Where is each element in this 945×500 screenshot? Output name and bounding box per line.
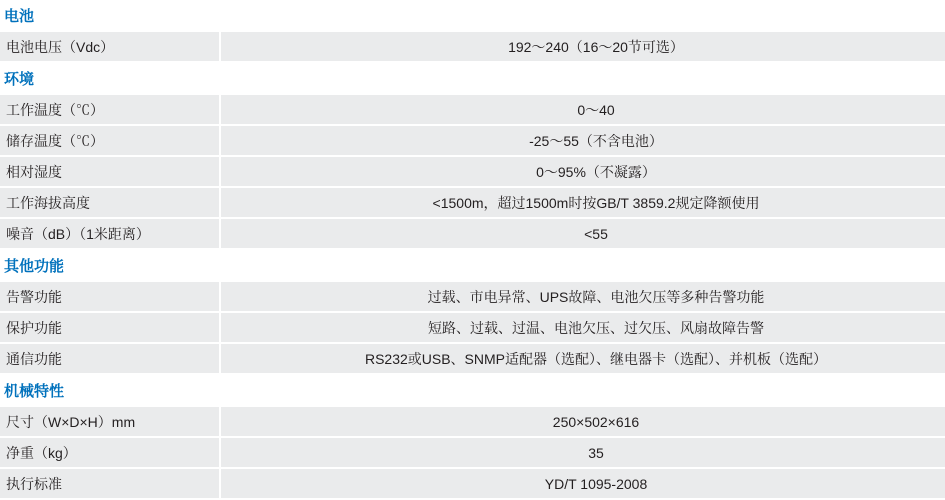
row-label: 通信功能: [0, 343, 220, 374]
row-label: 工作海拔高度: [0, 187, 220, 218]
table-row: [0, 95, 945, 125]
row-value: 250×502×616: [220, 407, 945, 437]
row-value: RS232或USB、SNMP适配器（选配）、继电器卡（选配）、并机板（选配）: [220, 343, 945, 374]
table-row: [0, 343, 945, 374]
row-label: 储存温度（℃）: [0, 125, 220, 156]
spec-section: [0, 63, 945, 250]
row-value: 过载、市电异常、UPS故障、电池欠压等多种告警功能: [220, 282, 945, 312]
row-value: <1500m，超过1500m时按GB/T 3859.2规定降额使用: [220, 187, 945, 218]
row-value: 0～95%（不凝露）: [220, 156, 945, 187]
section-title: 其他功能: [0, 250, 945, 282]
spec-table: [0, 282, 945, 375]
table-row: [0, 437, 945, 468]
section-title: 环境: [0, 63, 945, 95]
table-row: [0, 282, 945, 312]
section-title: 机械特性: [0, 375, 945, 407]
row-value: YD/T 1095-2008: [220, 468, 945, 499]
row-value: <55: [220, 218, 945, 249]
table-row: [0, 32, 945, 62]
row-label: 告警功能: [0, 282, 220, 312]
row-label: 电池电压（Vdc）: [0, 32, 220, 62]
row-label: 相对湿度: [0, 156, 220, 187]
row-value: 0～40: [220, 95, 945, 125]
row-value: -25～55（不含电池）: [220, 125, 945, 156]
row-value: 35: [220, 437, 945, 468]
table-row: [0, 187, 945, 218]
row-label: 净重（kg）: [0, 437, 220, 468]
spec-section: [0, 250, 945, 375]
row-label: 噪音（dB）（1米距离）: [0, 218, 220, 249]
table-row: [0, 125, 945, 156]
section-title: 电池: [0, 0, 945, 32]
table-row: [0, 312, 945, 343]
table-row: [0, 407, 945, 437]
spec-table: [0, 407, 945, 500]
row-label: 保护功能: [0, 312, 220, 343]
spec-section: [0, 375, 945, 500]
table-row: [0, 218, 945, 249]
row-value: 短路、过载、过温、电池欠压、过欠压、风扇故障告警: [220, 312, 945, 343]
table-row: [0, 468, 945, 499]
row-label: 执行标准: [0, 468, 220, 499]
spec-table: [0, 32, 945, 63]
row-value: 192～240（16～20节可选）: [220, 32, 945, 62]
row-label: 尺寸（W×D×H）mm: [0, 407, 220, 437]
spec-table: [0, 95, 945, 250]
row-label: 工作温度（℃）: [0, 95, 220, 125]
spec-section: [0, 0, 945, 63]
table-row: [0, 156, 945, 187]
